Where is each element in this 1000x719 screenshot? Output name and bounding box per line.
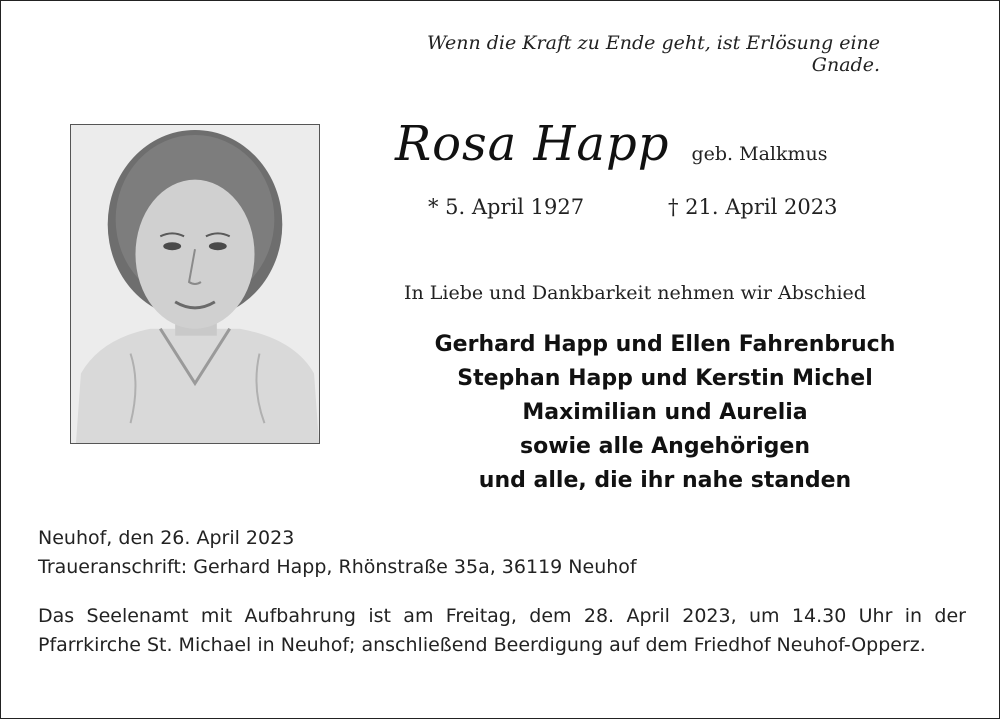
mourner-line: Gerhard Happ und Ellen Fahrenbruch <box>434 332 896 357</box>
birth-name: geb. Malkmus <box>691 143 828 165</box>
birth-date: * 5. April 1927 <box>428 195 585 219</box>
place-and-date: Neuhof, den 26. April 2023 <box>38 527 295 549</box>
mourners-list <box>370 328 960 498</box>
farewell-line: In Liebe und Dankbarkeit nehmen wir Abschied <box>404 282 866 304</box>
death-date: † 21. April 2023 <box>668 195 838 219</box>
portrait-photo <box>70 124 320 444</box>
mourner-line: und alle, die ihr nahe standen <box>478 468 852 493</box>
mourning-address: Traueranschrift: Gerhard Happ, Rhönstraße 35a, 36119 Neuhof <box>38 556 637 578</box>
mourner-line: Maximilian und Aurelia <box>522 400 808 425</box>
deceased-name-row <box>395 116 915 172</box>
mourner-line: sowie alle Angehörigen <box>519 434 811 459</box>
motto: Wenn die Kraft zu Ende geht, ist Erlösung eine Gnade. <box>427 32 880 76</box>
funeral-service-info: Das Seelenamt mit Aufbahrung ist am Freitag, dem 28. April 2023, um 14.30 Uhr in der Pfarrkirche St. Michael in Neuhof; anschließend Beerdigung auf dem Friedhof Neuhof-Opperz. <box>38 605 966 656</box>
mourner-line: Stephan Happ und Kerstin Michel <box>457 366 873 391</box>
deceased-name: Rosa Happ <box>395 116 670 172</box>
